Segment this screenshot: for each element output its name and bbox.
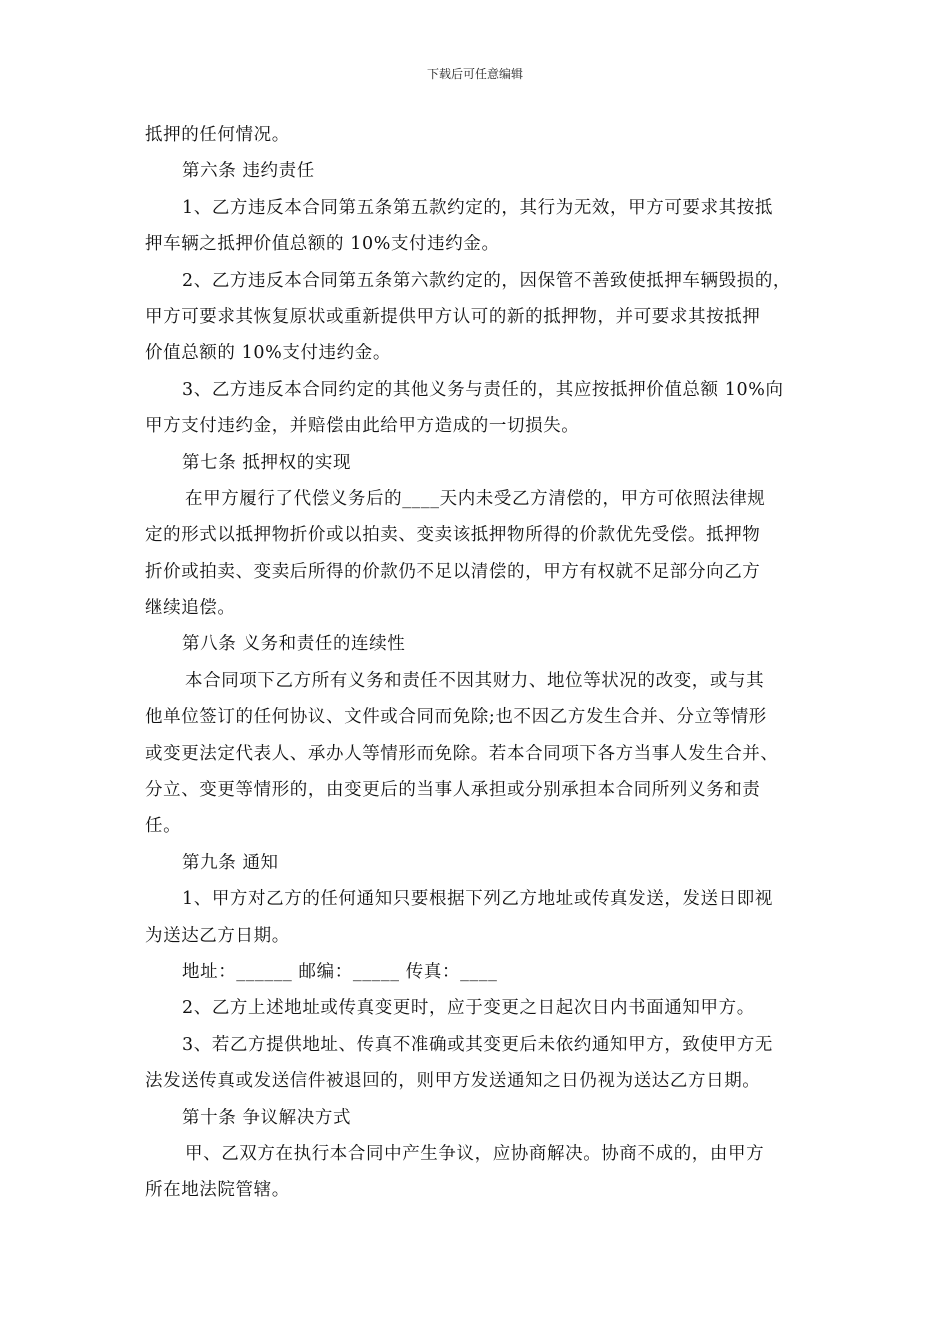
text-line: 1、乙方违反本合同第五条第五款约定的，其行为无效，甲方可要求其按抵 [182, 197, 773, 218]
text-line: 2、乙方违反本合同第五条第六款约定的，因保管不善致使抵押车辆毁损的， [182, 270, 792, 291]
text-line: 甲方支付违约金，并赔偿由此给甲方造成的一切损失。 [145, 416, 580, 437]
page-header: 下载后可任意编辑 [426, 67, 523, 81]
text-line: 甲方可要求其恢复原状或重新提供甲方认可的新的抵押物，并可要求其按抵押 [145, 306, 761, 327]
text-line: 法发送传真或发送信件被退回的，则甲方发送通知之日仍视为送达乙方日期。 [145, 1071, 761, 1092]
text-line: 甲、乙双方在执行本合同中产生争议，应协商解决。协商不成的，由甲方 [185, 1143, 765, 1164]
text-line: 分立、变更等情形的，由变更后的当事人承担或分别承担本合同所列义务和责 [145, 780, 761, 801]
document-body [145, 117, 809, 1209]
contact-fields-line: 地址：______ 邮编：_____ 传真：____ [182, 961, 498, 982]
text-line: 为送达乙方日期。 [145, 925, 290, 946]
section-heading: 第九条 通知 [182, 852, 279, 873]
text-line: 所在地法院管辖。 [145, 1180, 290, 1201]
section-heading: 第七条 抵押权的实现 [182, 452, 352, 473]
text-line: 2、乙方上述地址或传真变更时，应于变更之日起次日内书面通知甲方。 [182, 998, 755, 1019]
section-heading: 第十条 争议解决方式 [182, 1107, 352, 1128]
text-line: 折价或拍卖、变卖后所得的价款仍不足以清偿的，甲方有权就不足部分向乙方 [145, 561, 761, 582]
text-line: 定的形式以抵押物折价或以拍卖、变卖该抵押物所得的价款优先受偿。抵押物 [145, 525, 761, 546]
section-heading: 第六条 违约责任 [182, 161, 315, 182]
section-heading: 第八条 义务和责任的连续性 [182, 634, 406, 655]
text-line: 抵押的任何情况。 [145, 125, 290, 145]
text-line: 本合同项下乙方所有义务和责任不因其财力、地位等状况的改变，或与其 [185, 670, 765, 691]
text-line: 3、若乙方提供地址、传真不准确或其变更后未依约通知甲方，致使甲方无 [182, 1034, 773, 1055]
text-line: 或变更法定代表人、承办人等情形而免除。若本合同项下各方当事人发生合并、 [145, 743, 779, 764]
text-line: 继续追偿。 [145, 598, 236, 619]
text-line: 押车辆之抵押价值总额的 10%支付违约金。 [145, 234, 500, 255]
text-line: 价值总额的 10%支付违约金。 [145, 343, 391, 364]
text-line: 1、甲方对乙方的任何通知只要根据下列乙方地址或传真发送，发送日即视 [182, 889, 773, 910]
text-line: 任。 [145, 816, 182, 837]
text-line: 3、乙方违反本合同约定的其他义务与责任的，其应按抵押价值总额 10%向 [182, 379, 784, 400]
text-line: 他单位签订的任何协议、文件或合同而免除;也不因乙方发生合并、分立等情形 [145, 707, 767, 728]
text-line: 在甲方履行了代偿义务后的____天内未受乙方清偿的，甲方可依照法律规 [185, 488, 766, 509]
